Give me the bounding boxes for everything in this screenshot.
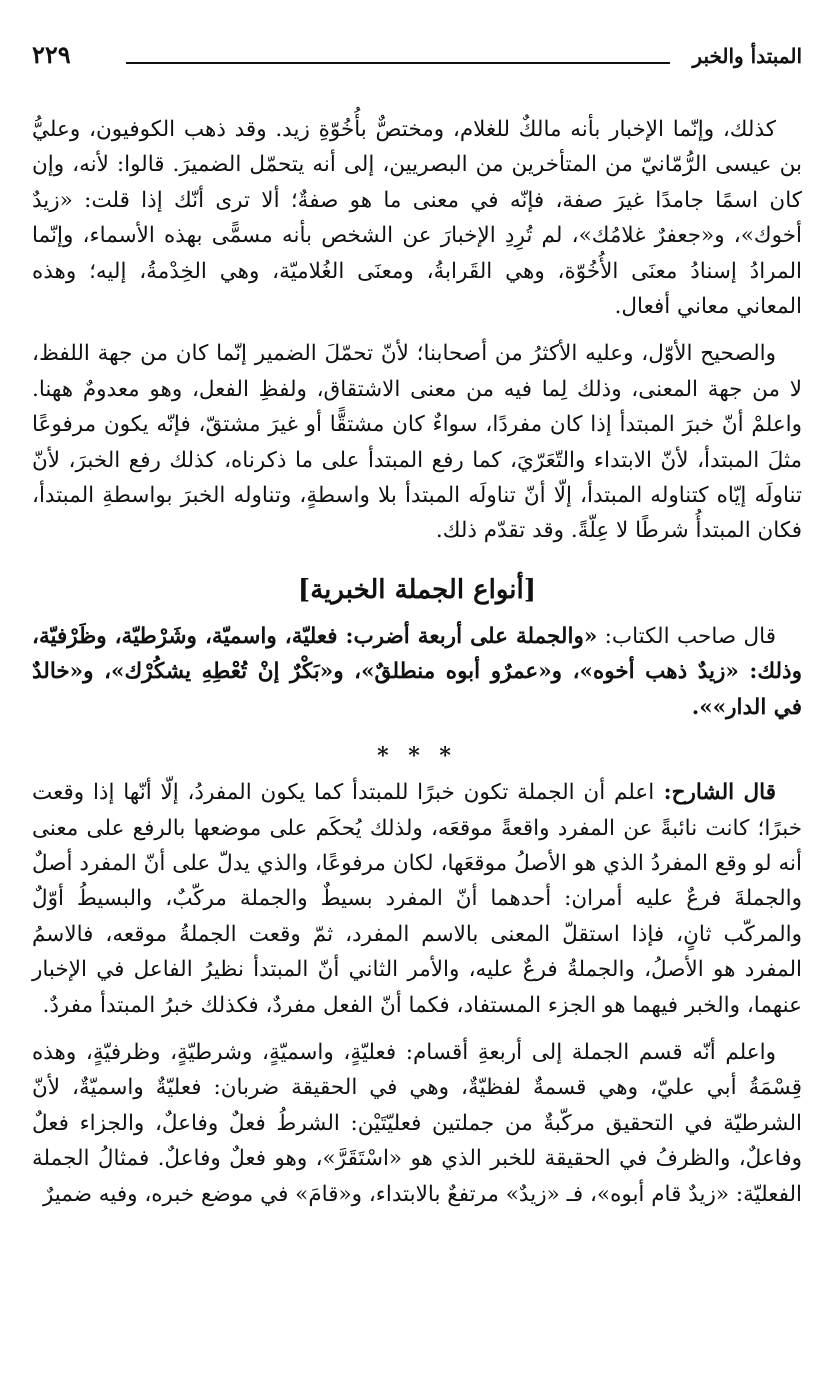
running-header bbox=[32, 40, 802, 74]
commentary-paragraph-1 bbox=[32, 775, 802, 1023]
header-title: المبتدأ والخبر bbox=[692, 44, 802, 68]
commentary-label: قال الشارح: bbox=[654, 780, 776, 806]
page-body bbox=[32, 112, 802, 1212]
header-rule bbox=[126, 62, 670, 64]
commentary-text-1: اعلم أن الجملة تكون خبرًا للمبتدأ كما يكون المفردُ، إلّا أنّها إذا وقعت خبرًا؛ كانت نائبةً عن المفرد واقعةً موقعَه، ولذلك يُحكَم على موضعها بالرفع على معنى أنه لو وقع المفردُ الذي هو الأصلُ موقعَها، لكان مرفوعًا، والذي يدلّ على أنّ المفرد أصلٌ والجملةَ فرعٌ عليه أمران: أحدهما أنّ المفرد بسيطٌ والجملة مركّبٌ، والبسيطُ أوّلٌ والمركّب ثانٍ، فإذا استقلّ المعنى بالاسم المفرد، ثمّ وقعت الجملةُ موقعه، فالاسمُ المفرد هو الأصلُ، والجملةُ فرعٌ عليه، والأمر الثاني أنّ المبتدأ نظيرُ الفاعل في الإخبار عنهما، والخبر فيهما هو الجزء المستفاد، فكما أنّ الفعل مفردٌ، فكذلك خبرُ المبتدأ مفردٌ. bbox=[32, 780, 802, 1018]
commentary-paragraph-2: واعلم أنّه قسم الجملة إلى أربعةِ أقسام: فعليّةٍ، واسميّةٍ، وشرطيّةٍ، وظرفيّةٍ، وهذه قِسْمَةُ أبي عليّ، وهي قسمةٌ لفظيّةٌ، وهي في الحقيقة ضربان: فعليّةٌ واسميّةٌ، لأنّ الشرطيّة في التحقيق مركّبةٌ من جملتين فعليّتَيْن: الشرطُ فعلٌ وفاعلٌ، والجزاء فعلٌ وفاعلٌ، والظرفُ في الحقيقة للخبر الذي هو «اسْتَقَرَّ»، وهو فعلٌ وفاعلٌ. فمثالُ الجملة الفعليّة: «زيدٌ قام أبوه»، فـ «زيدٌ» مرتفعٌ بالابتداء، و«قامَ» في موضع خبره، وفيه ضميرٌ bbox=[32, 1039, 802, 1207]
section-separator: * * * bbox=[377, 743, 457, 770]
quote-text: «والجملة على أربعة أضرب: فعليّة، واسميّة، وشَرْطيّة، وظَرْفيّة، وذلك: «زيدٌ ذهب أخوه»، و«عمرٌو أبوه منطلقٌ»، و«بَكْرٌ إنْ تُعْطِهِ يشكُرْك»، و«خالدٌ في الدار»». bbox=[32, 623, 802, 720]
section-title: [أنواع الجملة الخبرية] bbox=[297, 574, 537, 605]
quote-intro: قال صاحب الكتاب: bbox=[597, 623, 776, 649]
author-quote bbox=[32, 619, 802, 725]
paragraph-2: والصحيح الأوّل، وعليه الأكثرُ من أصحابنا؛ لأنّ تحمّلَ الضمير إنّما كان من جهة اللفظ، لا من جهة المعنى، وذلك لِما فيه من معنى الاشتقاق، ولفظِ الفعل، وهو معدومٌ ههنا. واعلمْ أنّ خبرَ المبتدأ إذا كان مفردًا، سواءٌ كان مشتقًّا أو غيرَ مشتقّ، فإنّه يكون مرفوعًا مثلَ المبتدأ، لأنّ الابتداء والتّعَرّيَ، كما رفع المبتدأ على ما ذكرناه، كذلك رفع الخبرَ، لأنّ تناولَه إيّاه كتناوله المبتدأ، إلّا أنّ تناولَه المبتدأ بلا واسطةٍ، وتناوله الخبرَ بواسطةِ المبتدأ، فكان المبتدأُ شرطًا لا عِلّةً. وقد تقدّم ذلك. bbox=[32, 341, 802, 544]
page-number: ٢٢٩ bbox=[32, 40, 71, 69]
paragraph-1: كذلك، وإنّما الإخبار بأنه مالكٌ للغلام، ومختصٌّ بأُخُوّةِ زيد. وقد ذهب الكوفيون، وعليُّ بن عيسى الرُّمّانيّ من المتأخرين من البصريين، إلى أنه يتحمّل الضميرَ. قالوا: لأنه، وإن كان اسمًا جامدًا غيرَ صفة، فإنّه في معنى ما هو صفةٌ؛ ألا ترى أنّك إذا قلت: «زيدٌ أخوك»، و«جعفرٌ غلامُك»، لم تُرِدِ الإخبارَ عن الشخص بأنه مسمًّى بهذه الأسماء، وإنّما المرادُ إسنادُ معنَى الأُخُوّة، وهي القَرابةُ، ومعنَى الغُلاميّة، وهي الخِدْمةُ، إليه؛ وهذه المعاني معاني أفعال. bbox=[32, 117, 802, 320]
